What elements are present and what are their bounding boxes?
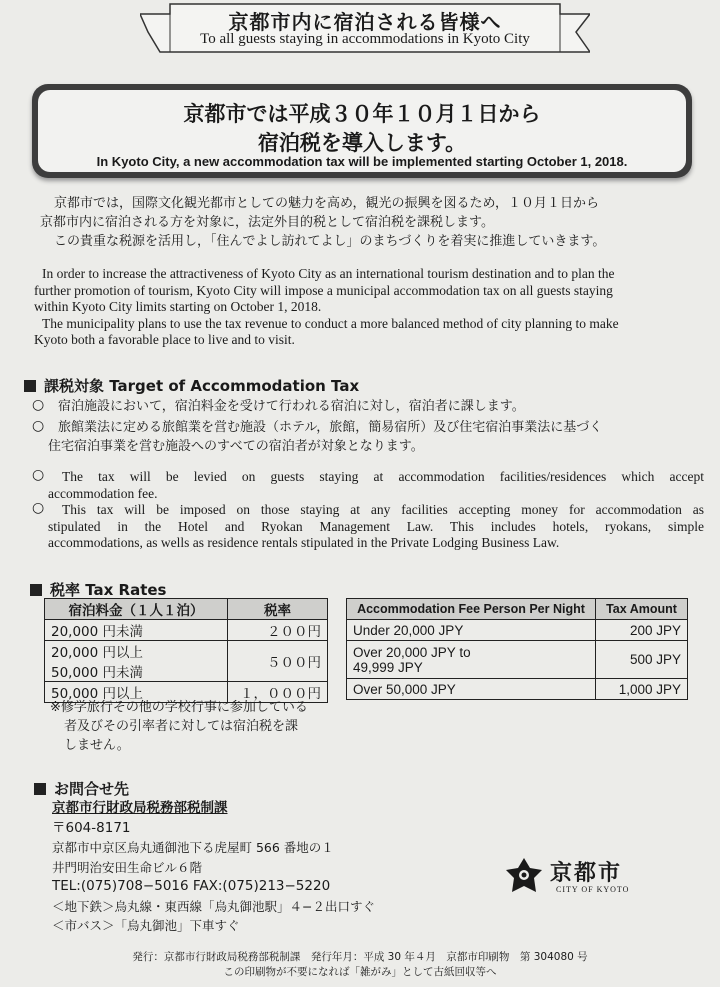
table-cell: 1,000 JPY [596, 679, 688, 700]
banner-title-jp: 京都市内に宿泊される皆様へ [228, 10, 502, 34]
city-of-kyoto-emblem-icon [504, 856, 544, 896]
intro-en-line: within Kyoto City limits starting on October 1, 2018. [34, 299, 322, 314]
table-header: 税率 [228, 599, 328, 620]
intro-jp [40, 194, 700, 251]
table-cell: ５００円 [228, 641, 328, 682]
rates-note: ※修学旅行その他の学校行事に参加している 者及びその引率者に対しては宿泊税を課 しません。 [50, 700, 308, 753]
intro-jp-line: 京都市内に宿泊される方を対象に，法定外目的税として宿泊税を課税します。 [40, 215, 494, 230]
table-cell: 500 JPY [596, 641, 688, 679]
intro-en-line: further promotion of tourism, Kyoto City will impose a municipal accommodation tax on all guests staying [34, 282, 613, 298]
bullet-circle-icon: ○ [32, 500, 45, 516]
target-jp-1: 宿泊施設において，宿泊料金を受けて行われる宿泊に対し，宿泊者に課します。 [58, 399, 525, 414]
table-row [45, 620, 328, 641]
table-cell: 200 JPY [596, 620, 688, 641]
table-header: 宿泊料金（１人１泊） [45, 599, 228, 620]
intro-en-line: Kyoto both a favorable place to live and to visit. [34, 332, 295, 347]
footer-recycle-note: この印刷物が不要になれば「雑がみ」として古紙回収等へ [223, 966, 497, 978]
intro-jp-line: 京都市では，国際文化観光都市としての魅力を高め，観光の振興を図るため，１０月１日から [54, 196, 599, 211]
table-cell: Over 50,000 JPY [347, 679, 596, 700]
target-en-2: This tax will be imposed on those staying at any facilities accepting money for accommodation as stipulated in the Hotel and Ryokan Management Law. This includes hotels, ryokans, simple accommodations, as wells as residence rentals stipulated in the Private Lodging Business Law. [48, 502, 704, 550]
contact-address: 京都市中京区烏丸通御池下る虎屋町 566 番地の１ [52, 840, 334, 855]
contact-tel-fax: TEL:(075)708−5016 FAX:(075)213−5220 [52, 878, 331, 894]
footer-publisher: 発行：京都市行財政局税務部税制課 発行年月：平成 30 年４月 京都市印刷物 第 304080 号 [132, 951, 588, 963]
rates-table-jp [44, 598, 328, 703]
rates-heading: 税率 Tax Rates [30, 579, 167, 600]
announcement-box [32, 84, 692, 178]
table-cell: ２００円 [228, 620, 328, 641]
logo-name-en: CITY OF KYOTO [556, 885, 630, 894]
section-square-icon [24, 380, 36, 392]
banner-title-en: To all guests staying in accommodations in Kyoto City [200, 31, 530, 47]
contact-subway: ＜地下鉄＞烏丸線・東西線「烏丸御池駅」４−２出口すぐ [52, 898, 375, 914]
target-heading: 課税対象 Target of Accommodation Tax [24, 375, 359, 396]
intro-en [34, 266, 704, 349]
table-header-row [347, 599, 688, 620]
table-cell: 50,000 円以上 [45, 682, 228, 703]
contact-postal: 〒604-8171 [52, 819, 131, 836]
rates-table-en [346, 598, 688, 700]
top-banner [140, 0, 590, 58]
table-header-row [45, 599, 328, 620]
target-en-1: The tax will be levied on guests staying at accommodation facilities/residences which accept accommodation fee. [48, 469, 704, 501]
table-row [45, 641, 328, 682]
bullet-circle-icon: ○ [32, 418, 45, 434]
announcement-line-2: 宿泊税を導入します。 [257, 131, 467, 155]
contact-bus: ＜市バス＞「烏丸御池」下車すぐ [52, 918, 240, 933]
intro-en-line: In order to increase the attractiveness of Kyoto City as an international tourism destination and to plan the [42, 266, 615, 281]
table-cell: Over 20,000 JPY to 49,999 JPY [347, 641, 596, 679]
announcement-line-1: 京都市では平成３０年１０月１日から [183, 102, 541, 126]
table-header: Accommodation Fee Person Per Night [347, 599, 596, 620]
table-cell: 20,000 円未満 [45, 620, 228, 641]
intro-jp-line: この貴重な税源を活用し，「住んでよし訪れてよし」のまちづくりを着実に推進していきます。 [54, 234, 606, 249]
logo-name-jp: 京都市 [550, 861, 623, 886]
bullet-circle-icon: ○ [32, 467, 45, 483]
contact-heading: お問合せ先 [34, 778, 129, 799]
contact-department: 京都市行財政局税務部税制課 [52, 800, 228, 816]
table-row [347, 679, 688, 700]
table-cell: Under 20,000 JPY [347, 620, 596, 641]
target-jp-2: 旅館業法に定める旅館業を営む施設（ホテル，旅館，簡易宿所）及び住宅宿泊事業法に基づく 住宅宿泊事業を営む施設へのすべての宿泊者が対象となります。 [48, 420, 603, 454]
table-cell: １，０００円 [228, 682, 328, 703]
contact-address: 井門明治安田生命ビル６階 [52, 859, 203, 875]
intro-en-line: The municipality plans to use the tax revenue to conduct a more balanced method of city planning to make [42, 315, 619, 331]
section-square-icon [34, 783, 46, 795]
table-row [347, 641, 688, 679]
table-cell: 20,000 円以上 50,000 円未満 [45, 641, 228, 682]
announcement-line-en: In Kyoto City, a new accommodation tax will be implemented starting October 1, 2018. [96, 154, 628, 169]
bullet-circle-icon: ○ [32, 397, 45, 413]
table-row [347, 620, 688, 641]
footer [0, 950, 720, 980]
section-square-icon [30, 584, 42, 596]
contact-block [52, 799, 375, 936]
table-header: Tax Amount [596, 599, 688, 620]
